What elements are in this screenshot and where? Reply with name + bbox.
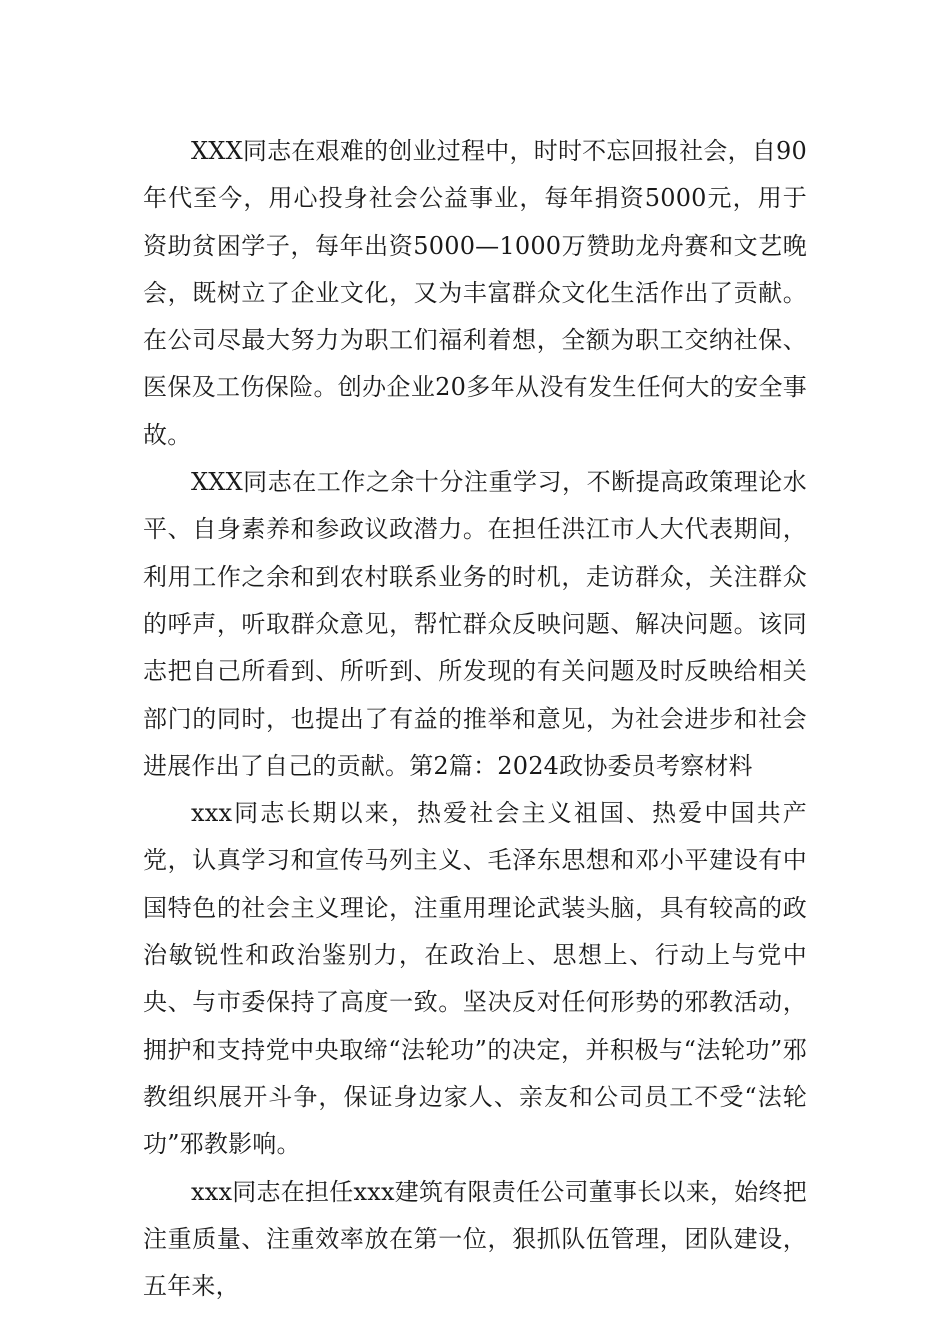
document-body bbox=[143, 128, 807, 1310]
paragraph-3: xxx同志长期以来，热爱社会主义祖国、热爱中国共产党，认真学习和宣传马列主义、毛泽东思想和邓小平建设有中国特色的社会主义理论，注重用理论武装头脑，具有较高的政治敏锐性和政治鉴别力，在政治上、思想上、行动上与党中央、与市委保持了高度一致。坚决反对任何形势的邪教活动，拥护和支持党中央取缔“法轮功”的决定，并积极与“法轮功”邪教组织展开斗争，保证身边家人、亲友和公司员工不受“法轮功”邪教影响。 bbox=[143, 799, 807, 1159]
paragraph-1: XXX同志在艰难的创业过程中，时时不忘回报社会，自90年代至今，用心投身社会公益事业，每年捐资5000元，用于资助贫困学子，每年出资5000—1000万赞助龙舟赛和文艺晚会，既树立了企业文化，又为丰富群众文化生活作出了贡献。在公司尽最大努力为职工们福利着想，全额为职工交纳社保、医保及工伤保险。创办企业20多年从没有发生任何大的安全事故。 bbox=[143, 137, 807, 449]
paragraph-4: xxx同志在担任xxx建筑有限责任公司董事长以来，始终把注重质量、注重效率放在第一位，狠抓队伍管理，团队建设，五年来， bbox=[143, 1177, 807, 1301]
paragraph-2: XXX同志在工作之余十分注重学习，不断提高政策理论水平、自身素养和参政议政潜力。在担任洪江市人大代表期间，利用工作之余和到农村联系业务的时机，走访群众，关注群众的呼声，听取群众意见，帮忙群众反映问题、解决问题。该同志把自己所看到、所听到、所发现的有关问题及时反映给相关部门的同时，也提出了有益的推举和意见，为社会进步和社会进展作出了自己的贡献。第2篇：2024政协委员考察材料 bbox=[143, 468, 807, 780]
